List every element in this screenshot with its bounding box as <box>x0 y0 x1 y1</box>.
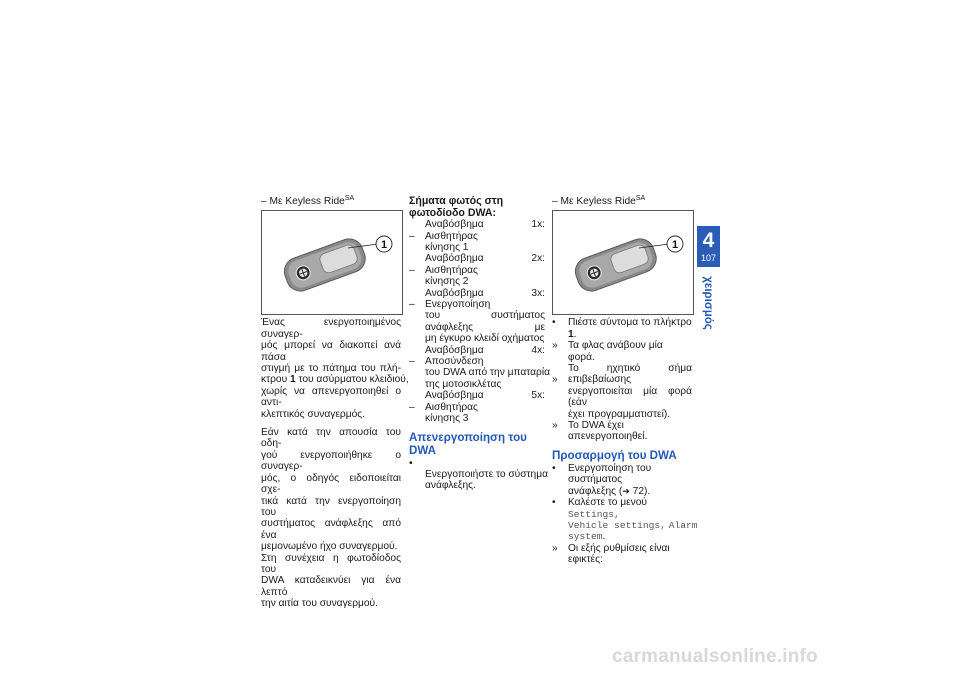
list-item: –Αναβόσβημα 3x: Ενεργοποίηση του συστήματος ανάφλεξης με μη έγκυρο κλειδί οχήματος <box>409 287 545 345</box>
list-item: •Ενεργοποιήστε το σύστημα ανάφλεξης. <box>409 457 548 492</box>
list-item: –Αναβόσβημα 5x: Αισθητήρας κίνησης 3 <box>409 390 545 425</box>
list-item: • Πιέστε σύντομα το πλήκτρο 1. <box>552 317 692 340</box>
callout-1: 1 <box>671 239 679 252</box>
list-item: » Το DWA έχει απενεργοποιηθεί. <box>552 420 648 443</box>
key-fob-figure <box>552 210 694 315</box>
watermark: carmanualsonline.info <box>612 646 818 667</box>
list-item: –Αναβόσβημα 2x: Αισθητήρας κίνησης 2 <box>409 253 545 288</box>
column-left <box>261 195 409 610</box>
paragraph-2: Εάν κατά την απουσία του οδη- γού ενεργοποιήθηκε ο συναγερ- μός, ο οδηγός ειδοποιείται σχε- τικά κατά την ενεργοποίηση του συστήματος ανάφλεξης από ένα μεμονωμένο ήχο συναγερμού. Στη συνέχεια η φωτοδίοδος του DWA καταδεικνύει για ένα λεπτό την αιτία του συναγερμού. <box>261 427 401 610</box>
callout-1: 1 <box>380 239 388 252</box>
list-item: • Ενεργοποίηση του συστήματος ανάφλεξης (➜ 72). <box>552 462 652 497</box>
paragraph-1: Ένας ενεργοποιημένος συναγερ- μός μπορεί να διακοπεί ανά πάσα στιγμή με το πάτημα του πλή- κτρου 1 του ασύρματου κλειδιού, χωρίς να απενεργοποιηθεί ο αντι- κλεπτικός συναγερμός. <box>261 317 409 420</box>
section-title-deactivate: Απενεργοποίηση του DWA <box>409 430 527 457</box>
reference-arrow-icon: ➜ <box>622 485 630 496</box>
dwa-signals-heading: Σήματα φωτός στη φωτοδίοδο DWA: <box>409 195 504 219</box>
list-item: » Τα φλας ανάβουν μία φορά. <box>552 340 663 363</box>
keyless-heading: – Με Keyless Ride$^{SA}$ <box>261 195 355 207</box>
key-fob-image <box>553 211 693 314</box>
page-number: 107 <box>700 253 717 263</box>
key-fob-image <box>262 211 402 314</box>
section-title-adjust: Προσαρμογή του DWA <box>552 448 677 462</box>
steps-list <box>552 317 692 442</box>
list-item: –Αναβόσβημα 1x: Αισθητήρας κίνησης 1 <box>409 219 545 253</box>
list-item: • Καλέστε το μενού Settings, Vehicle settings, Alarm system. <box>552 497 698 543</box>
list-item: –Αναβόσβημα 4x: Αποσύνδεση του DWA από την μπαταρία της μοτοσικλέτας <box>409 344 550 390</box>
signal-list <box>409 219 550 425</box>
column-middle <box>409 195 550 492</box>
list-item: »Το ηχητικό σήμα επιβεβαίωσης ενεργοποιείται μία φορά (εάν έχει προγραμματιστεί). <box>552 363 692 420</box>
chapter-number: 4 <box>702 229 715 252</box>
keyless-heading: – Με Keyless Ride$^{SA}$ <box>552 195 646 207</box>
menu-path: Settings, <box>568 508 620 520</box>
key-fob-figure <box>261 210 403 315</box>
list-item: » Οι εξής ρυθμίσεις είναι εφικτές: <box>552 542 670 566</box>
chapter-tab <box>697 226 720 267</box>
column-right <box>552 195 698 566</box>
